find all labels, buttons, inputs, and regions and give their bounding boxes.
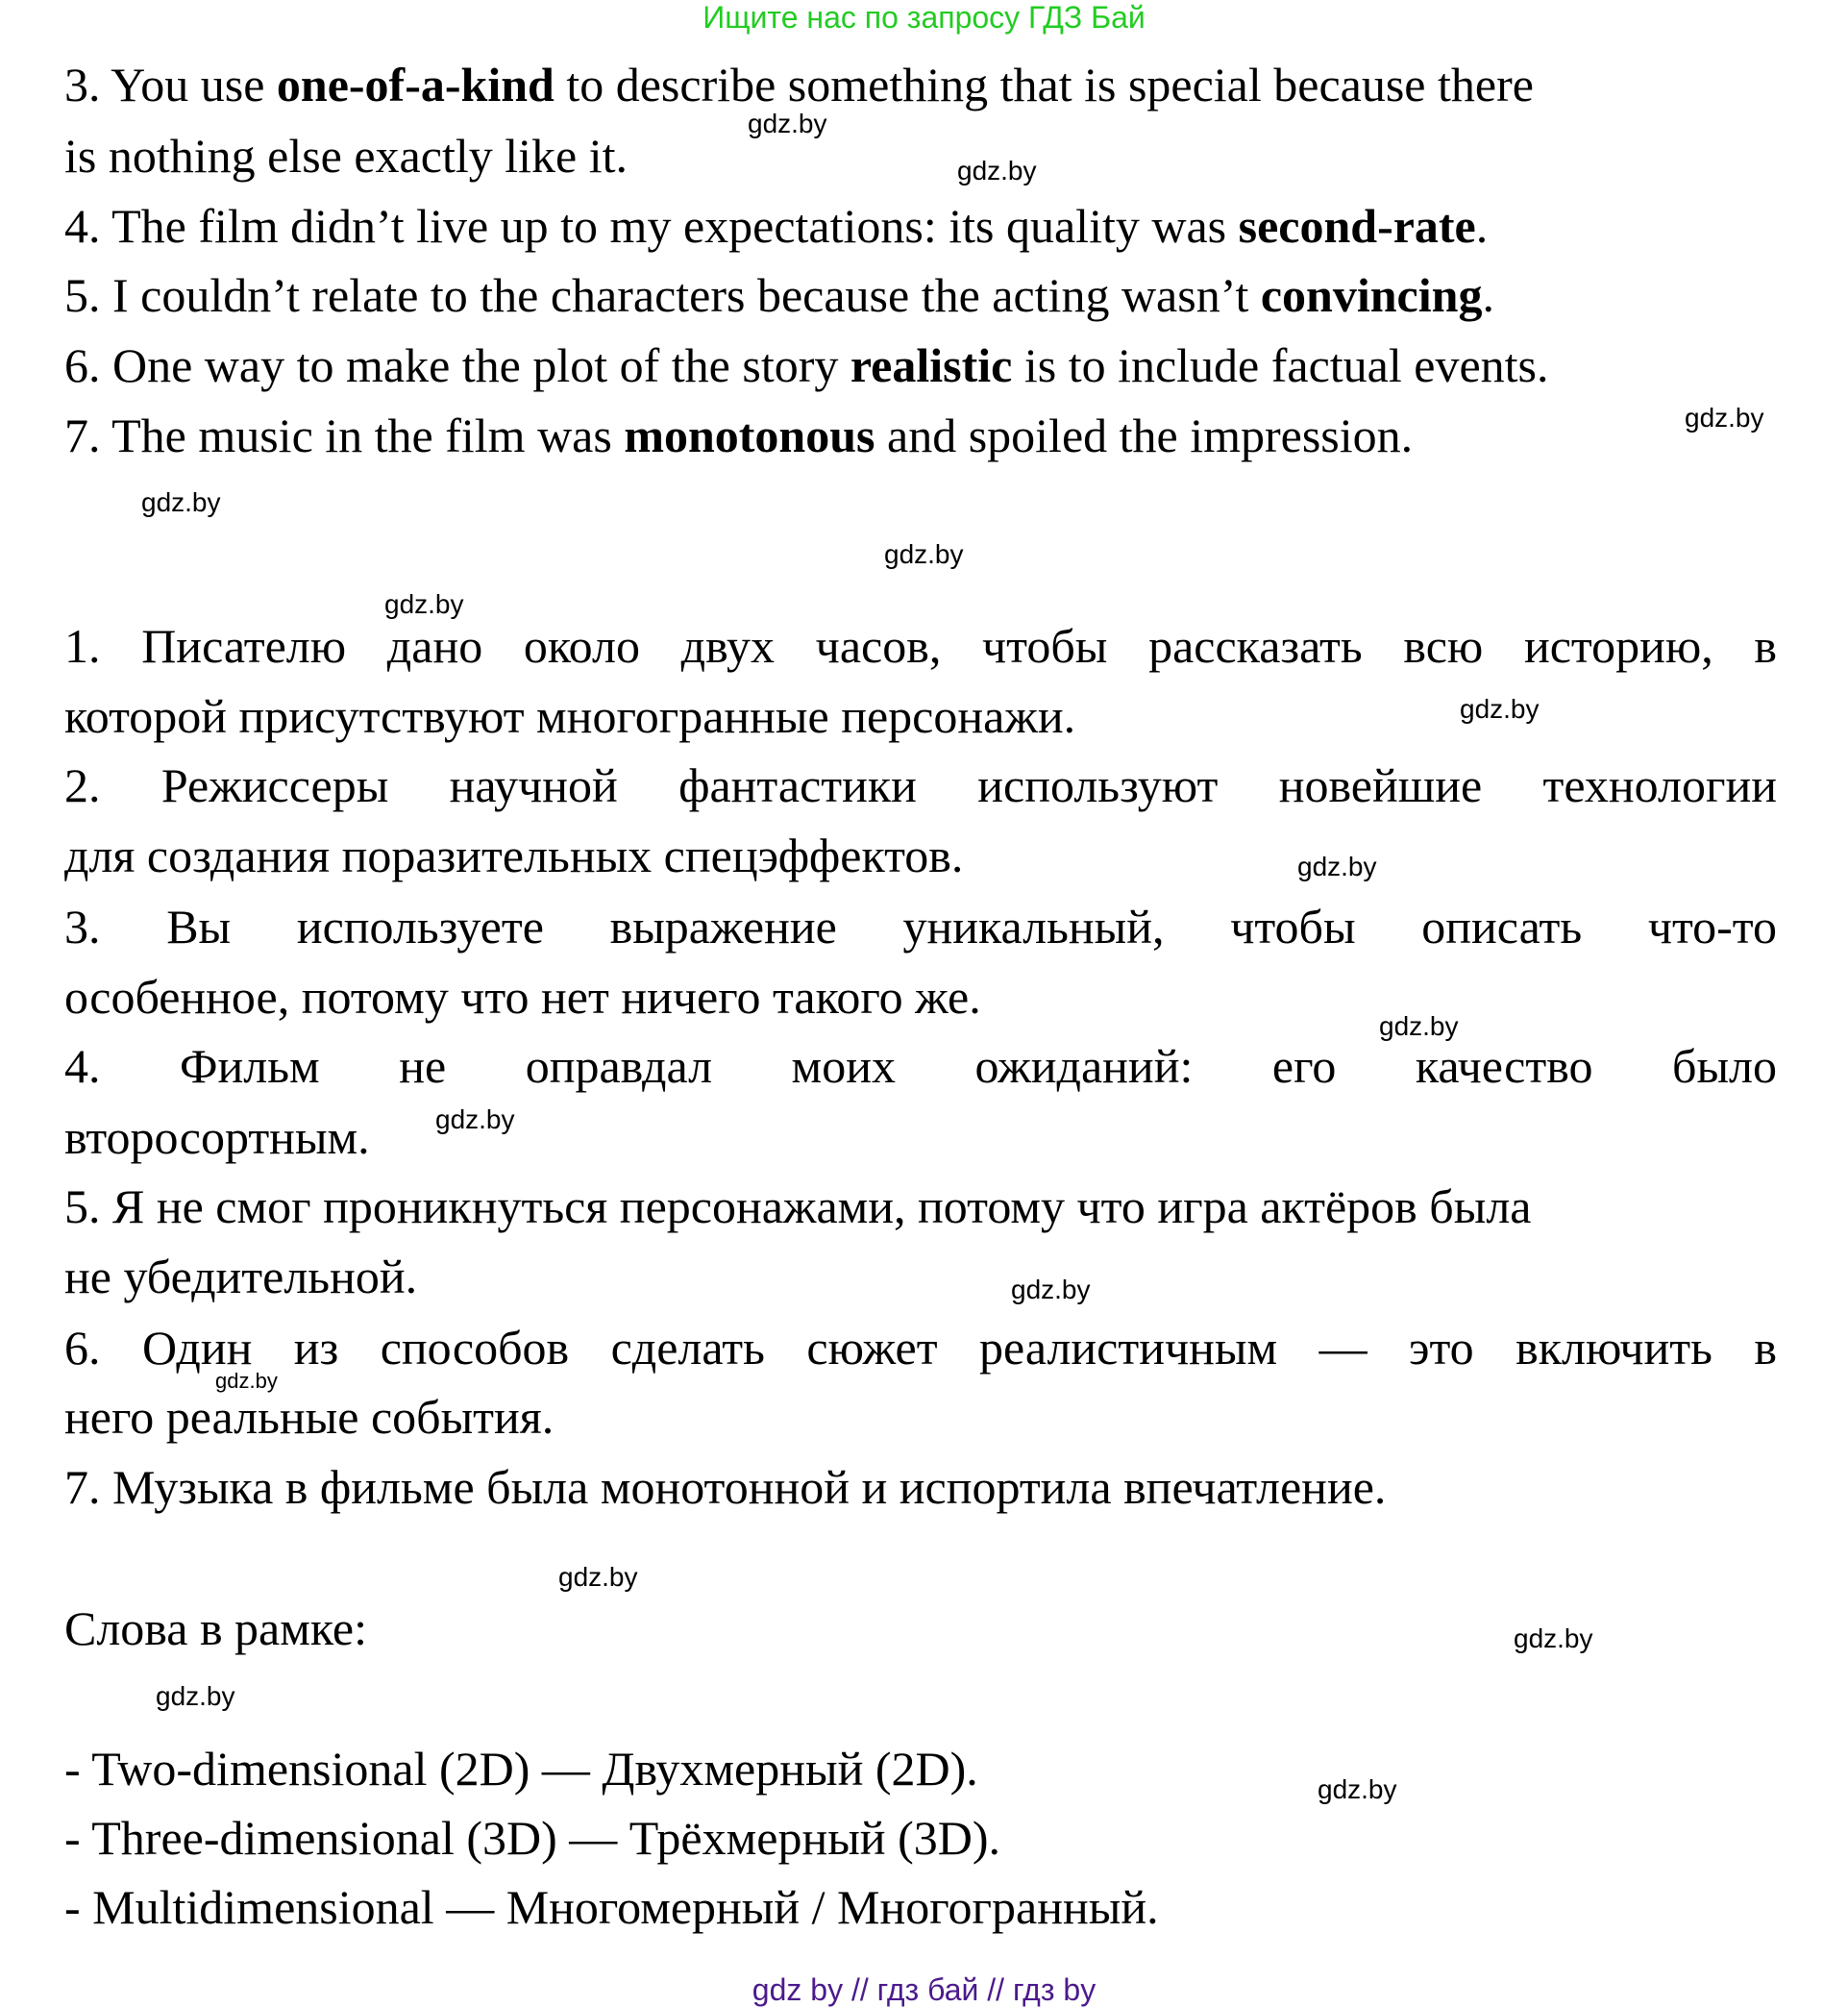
sentence-text: to describe something that is special because there: [554, 58, 1534, 112]
word-item: - Two-dimensional (2D) — Двухмерный (2D).: [64, 1742, 978, 1796]
russian-translation-line: 7. Музыка в фильме была монотонной и испортила впечатление.: [64, 1460, 1387, 1514]
russian-translation-line: 3. Вы используете выражение уникальный, чтобы описать что-то: [64, 900, 1777, 954]
russian-translation-line: него реальные события.: [64, 1390, 554, 1444]
watermark: gdz.by: [1460, 694, 1540, 724]
watermark: gdz.by: [156, 1681, 235, 1711]
english-sentence-line: [64, 403, 1777, 465]
highlighted-word: one-of-a-kind: [276, 58, 554, 112]
russian-translation-line: не убедительной.: [64, 1250, 418, 1303]
site-header-banner: Ищите нас по запросу ГДЗ Бай: [702, 0, 1146, 35]
watermark: gdz.by: [1297, 852, 1377, 881]
sentence-text: 3. You use: [64, 58, 277, 112]
words-title: Слова в рамке:: [64, 1601, 368, 1655]
watermark: gdz.by: [748, 109, 827, 138]
sentence-text: .: [1475, 199, 1489, 253]
watermark: gdz.by: [384, 589, 464, 619]
highlighted-word: second-rate: [1238, 199, 1476, 253]
highlighted-word: realistic: [850, 338, 1013, 392]
english-sentence-line: [64, 265, 1777, 325]
sentence-text: is to include factual events.: [1012, 338, 1549, 392]
sentence-text: is nothing else exactly like it.: [64, 129, 628, 183]
sentence-text: 5. I couldn’t relate to the characters because the acting wasn’t: [64, 268, 1261, 322]
russian-translation-line: 6. Один из способов сделать сюжет реалистичным — это включить в: [64, 1321, 1777, 1375]
watermark: gdz.by: [1379, 1011, 1459, 1041]
english-sentence-line: [64, 335, 1777, 395]
highlighted-word: convincing: [1260, 268, 1483, 322]
watermark: gdz.by: [1514, 1623, 1593, 1653]
russian-translation-line: 4. Фильм не оправдал моих ожиданий: его качество было: [64, 1039, 1777, 1093]
english-sentence-line: [64, 196, 1777, 256]
russian-translation-line: для создания поразительных спецэффектов.: [64, 829, 964, 882]
sentence-text: and spoiled the impression.: [875, 409, 1414, 462]
watermark: gdz.by: [957, 156, 1037, 186]
watermark: gdz.by: [1685, 403, 1764, 433]
russian-translation-line: второсортным.: [64, 1110, 370, 1164]
sentence-text: 7. The music in the film was: [64, 409, 625, 462]
word-item: - Three-dimensional (3D) — Трёхмерный (3D).: [64, 1811, 1000, 1865]
sentence-text: 4. The film didn’t live up to my expectations: its quality was: [64, 199, 1239, 253]
english-sentence-line: [64, 126, 1777, 186]
word-item: - Multidimensional — Многомерный / Многогранный.: [64, 1880, 1159, 1934]
highlighted-word: monotonous: [624, 409, 875, 462]
watermark: gdz.by: [215, 1369, 278, 1393]
russian-translation-line: 1. Писателю дано около двух часов, чтобы рассказать всю историю, в: [64, 619, 1777, 673]
russian-translation-line: которой присутствуют многогранные персонажи.: [64, 689, 1076, 743]
watermark: gdz.by: [1318, 1774, 1397, 1804]
sentence-text: .: [1482, 268, 1494, 322]
russian-translation-line: 5. Я не смог проникнуться персонажами, потому что игра актёров была: [64, 1179, 1532, 1233]
watermark: gdz.by: [435, 1104, 515, 1134]
sentence-text: 6. One way to make the plot of the story: [64, 338, 850, 392]
russian-translation-line: особенное, потому что нет ничего такого же.: [64, 970, 981, 1024]
watermark: gdz.by: [141, 487, 221, 517]
watermark: gdz.by: [884, 539, 964, 569]
site-footer: gdz by // гдз бай // гдз by: [752, 1972, 1096, 2007]
watermark: gdz.by: [1011, 1275, 1091, 1304]
russian-translation-line: 2. Режиссеры научной фантастики используют новейшие технологии: [64, 758, 1777, 812]
watermark: gdz.by: [558, 1562, 638, 1592]
english-sentence-line: [64, 55, 1777, 114]
